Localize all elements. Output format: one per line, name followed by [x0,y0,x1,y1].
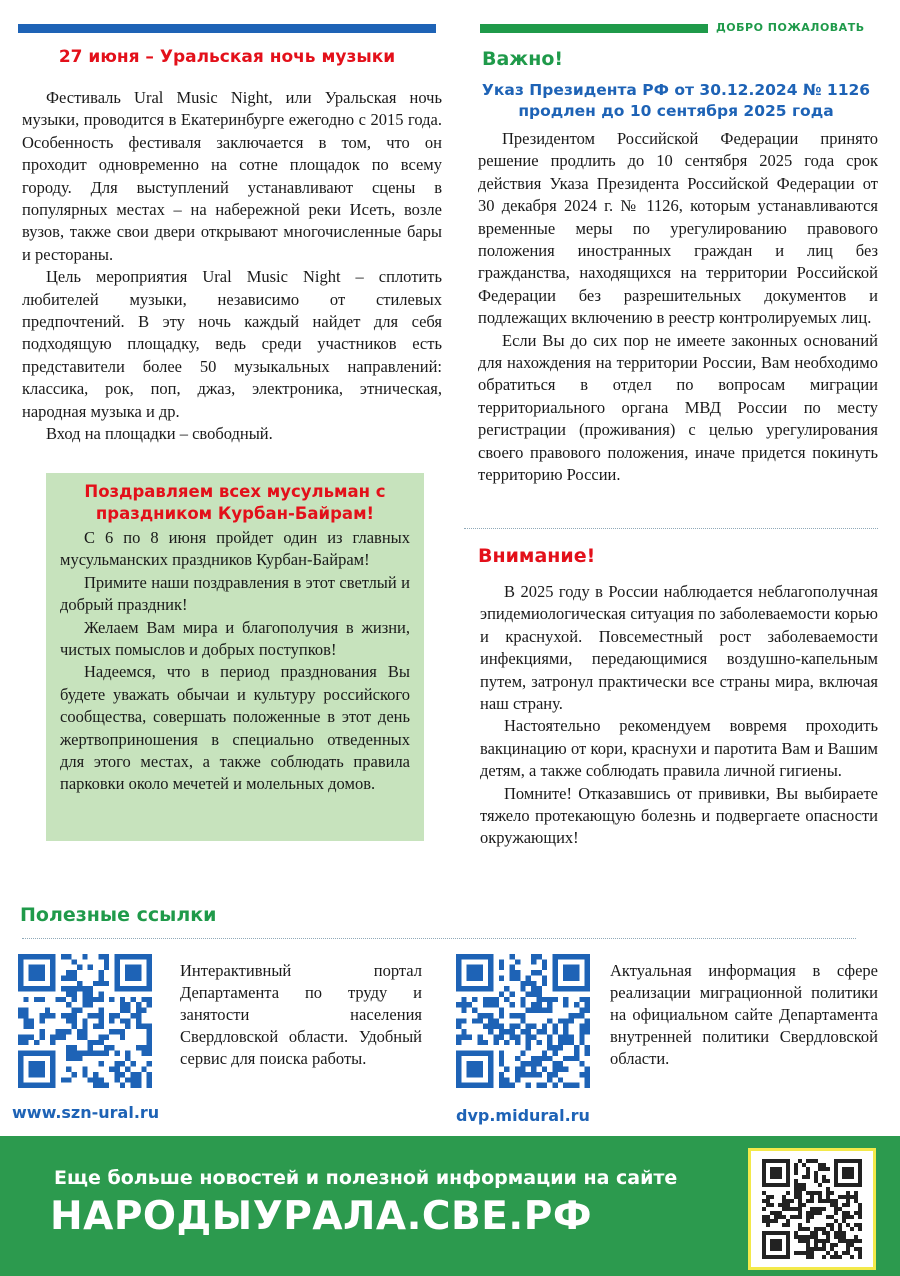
measles-text [480,581,878,850]
music-night-paragraph: Цель мероприятия Ural Music Night – сплотить любителей музыки, независимо от стилевых предпочтений. В эту ночь каждый найдет для себя подходящую площадку, ведь среди участников есть представители более 50 музыкальных направлений: классика, рок, поп, джаз, электроника, этническая, народная музыка и др. [22,267,442,421]
music-night-paragraph: Вход на площадки – свободный. [46,424,273,444]
kurban-bayram-paragraph: Надеемся, что в период празднования Вы будете уважать обычаи и культуру российского сообщества, совершать положенные в этот день жертвоприношения в специально отведенных для этого местах, а также соблюдать правила парковки около мечетей и молельных домов. [60,662,410,794]
header-blue-bar [18,24,436,33]
important-title: Важно! [482,48,564,70]
section-divider [464,528,878,529]
music-night-title: 27 июня – Уральская ночь музыки [58,47,396,67]
kurban-bayram-title: Поздравляем всех мусульман с праздником Курбан-Байрам! [84,482,386,523]
measles-paragraph: Настоятельно рекомендуем вовремя проходить вакцинацию от кори, краснухи и паротита Вам и Вашим детям, а также соблюдать правила личной гигиены. [480,716,878,781]
measles-paragraph: Помните! Отказавшись от прививки, Вы выбираете тяжело протекающую болезнь и подвергаете опасности окружающих! [480,783,878,848]
decree-text [478,128,878,487]
kurban-bayram-paragraph: Примите наши поздравления в этот светлый и добрый праздник! [60,572,410,615]
footer-banner [0,1136,900,1276]
music-night-paragraph: Фестиваль Ural Music Night, или Уральская ночь музыки, проводится в Екатеринбурге ежегодно с 2015 года. Особенность фестиваля заключается в том, что он проходит одновременно на сотне площадок по всему городу. Для выступлений устанавливают сцены в популярных местах – на набережной реки Исеть, возле вузов, также свои двери открывают многочисленные бары и рестораны. [22,88,442,264]
qr-code-icon[interactable] [456,954,590,1088]
header-green-bar [480,24,708,33]
qr-code-icon[interactable] [18,954,152,1088]
qr-code-icon[interactable] [759,1159,865,1259]
decree-title: Указ Президента РФ от 30.12.2024 № 1126 продлен до 10 сентября 2025 года [481,81,871,120]
decree-paragraph: Если Вы до сих пор не имеете законных оснований для нахождения на территории России, Вам необходимо обратиться в отдел по вопросам миграции территориального органа МВД России по месту регистрации (проживания) с целью урегулирования своего правового положения, иначе придется покинуть территорию России. [478,330,878,485]
measles-paragraph: В 2025 году в России наблюдается неблагополучная эпидемиологическая ситуация по заболеваемости корью и краснухой. Повсеместный рост заболеваемости инфекциями, передающимися воздушно-капельным путем, затронул практически все страны мира, включая наш страну. [480,582,878,714]
links-divider [22,938,856,939]
useful-links-title: Полезные ссылки [20,904,217,926]
footer-site-link[interactable]: НАРОДЫУРАЛА.СВЕ.РФ [50,1194,592,1239]
kurban-bayram-paragraph: Желаем Вам мира и благополучия в жизни, чистых помыслов и добрых поступков! [60,617,410,660]
footer-qr-frame [748,1148,876,1270]
dvp-portal-description: Актуальная информация в сфере реализации миграционной политики на официальном сайте Департамента внутренней политики Свердловской области. [610,961,878,1068]
szn-portal-description: Интерактивный портал Департамента по труду и занятости населения Свердловской области. Удобный сервис для поиска работы. [180,961,422,1068]
dvp-portal-link[interactable]: dvp.midural.ru [456,1106,590,1125]
footer-caption: Еще больше новостей и полезной информации на сайте [54,1167,678,1189]
attention-title: Внимание! [478,545,596,567]
decree-paragraph: Президентом Российской Федерации принято решение продлить до 10 сентября 2025 года срок действия Указа Президента Российской Федерации от 30 декабря 2024 г. № 1126, которым устанавливаются временные меры по урегулированию правового положения иностранных граждан и лиц без гражданства, находящихся на территории Российской Федерации без разрешительных документов и подлежащих включению в реестр контролируемых лиц. [478,129,878,328]
music-night-text [22,87,442,446]
szn-portal-link[interactable]: www.szn-ural.ru [12,1103,160,1122]
kurban-bayram-box [46,473,424,841]
kurban-bayram-paragraph: С 6 по 8 июня пройдет один из главных мусульманских праздников Курбан-Байрам! [60,528,410,570]
welcome-label: ДОБРО ПОЖАЛОВАТЬ [716,21,865,34]
